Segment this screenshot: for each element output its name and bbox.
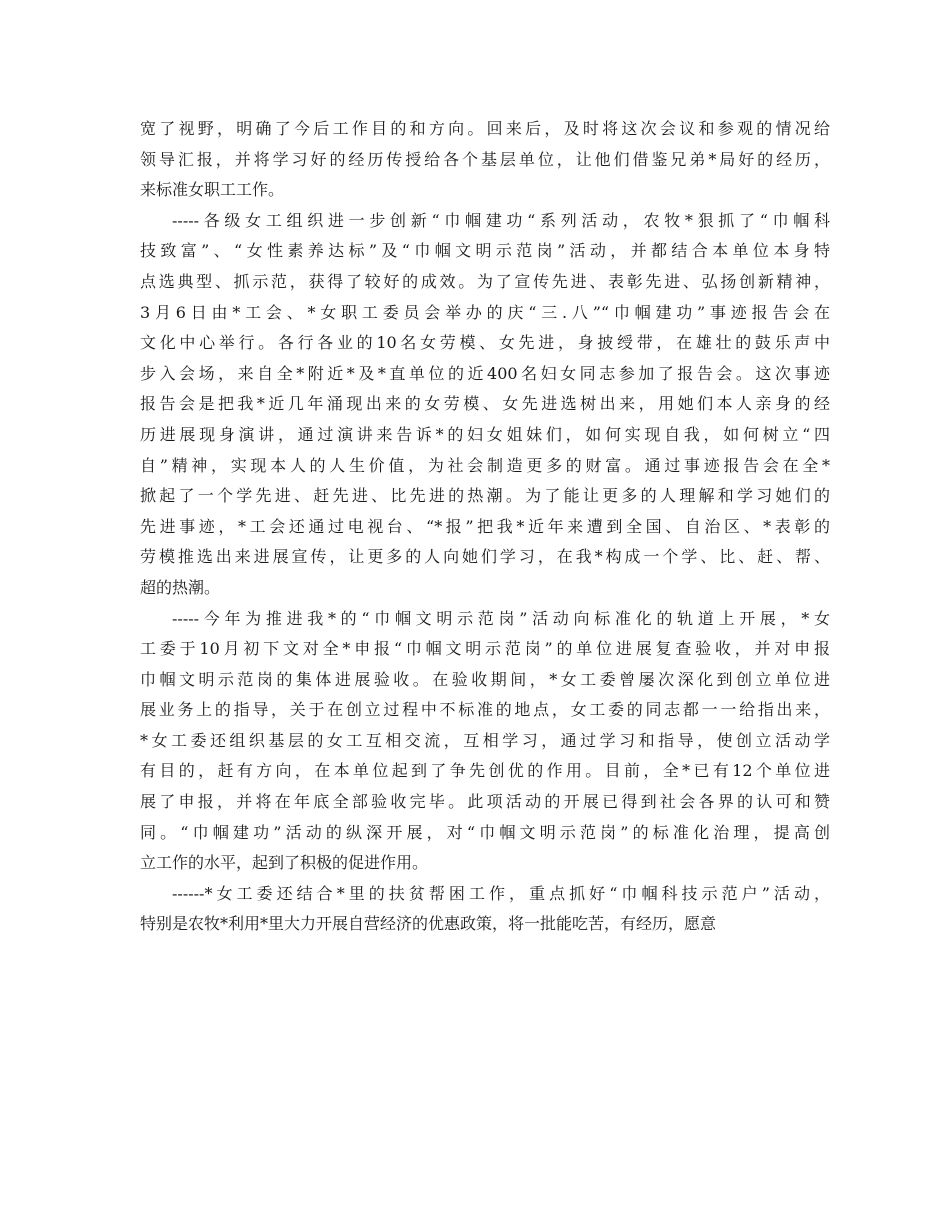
text-line: 超的热潮。	[140, 577, 221, 597]
text-line: 展业务上的指导，关于在创立过程中不标准的地点，女工委的同志都一一给指出来，	[140, 700, 830, 720]
paragraph	[140, 206, 830, 604]
text-line: *女工委还组织基层的女工互相交流，互相学习，通过学习和指导，使创立活动学	[140, 730, 830, 750]
text-line: 特别是农牧*利用*里大力开展自营经济的优惠政策，将一批能吃苦，有经历，愿意	[140, 914, 717, 934]
text-line: 报告会是把我*近几年涌现出来的女劳模、女先进选树出来，用她们本人亲身的经	[140, 394, 830, 414]
text-line: 工委于10月初下文对全*申报“巾帼文明示范岗”的单位进展复查验收，并对申报	[140, 639, 830, 659]
paragraph	[140, 114, 830, 206]
text-line: 文化中心举行。各行各业的10名女劳模、女先进，身披绶带，在雄壮的鼓乐声中	[140, 333, 830, 353]
text-line: 宽了视野，明确了今后工作目的和方向。回来后，及时将这次会议和参观的情况给	[140, 119, 830, 138]
text-line: 巾帼文明示范岗的集体进展验收。在验收期间，*女工委曾屡次深化到创立单位进	[140, 669, 830, 689]
text-line: 劳模推选出来进展宣传，让更多的人向她们学习，在我*构成一个学、比、赶、帮、	[140, 547, 830, 567]
text-line: 立工作的水平，起到了积极的促进作用。	[140, 853, 429, 873]
text-line: 掀起了一个学先进、赶先进、比先进的热潮。为了能让更多的人理解和学习她们的	[140, 486, 830, 506]
text-line: 技致富”、“女性素养达标”及“巾帼文明示范岗”活动，并都结合本单位本身特	[140, 241, 830, 261]
text-line: -----今年为推进我*的“巾帼文明示范岗”活动向标准化的轨道上开展，*女	[172, 608, 830, 628]
text-line: 步入会场，来自全*附近*及*直单位的近400名妇女同志参加了报告会。这次事迹	[140, 363, 830, 383]
text-line: 有目的，赶有方向，在本单位起到了争先创优的作用。目前，全*已有12个单位进	[140, 761, 830, 781]
text-line: 展了申报，并将在年底全部验收完毕。此项活动的开展已得到社会各界的认可和赞	[140, 792, 830, 812]
text-line: 3月6日由*工会、*女职工委员会举办的庆“三.八”“巾帼建功”事迹报告会在	[140, 302, 830, 322]
text-line: 同。“巾帼建功”活动的纵深开展，对“巾帼文明示范岗”的标准化治理，提高创	[140, 822, 830, 842]
text-line: 来标准女职工工作。	[140, 180, 285, 200]
text-line: 自”精神，实现本人的人生价值，为社会制造更多的财富。通过事迹报告会在全*	[140, 455, 830, 475]
text-line: 领导汇报，并将学习好的经历传授给各个基层单位，让他们借鉴兄弟*局好的经历，	[140, 149, 830, 169]
text-line: -----各级女工组织进一步创新“巾帼建功“系列活动，农牧*狠抓了“巾帼科	[172, 210, 830, 230]
paragraph	[140, 879, 830, 940]
text-line: ------*女工委还结合*里的扶贫帮困工作，重点抓好“巾帼科技示范户”活动，	[172, 883, 830, 903]
paragraph	[140, 604, 830, 879]
text-line: 先进事迹，*工会还通过电视台、“*报”把我*近年来遭到全国、自治区、*表彰的	[140, 516, 830, 536]
document-body	[140, 114, 830, 940]
text-line: 历进展现身演讲，通过演讲来告诉*的妇女姐妹们，如何实现自我，如何树立“四	[140, 424, 830, 444]
text-line: 点选典型、抓示范，获得了较好的成效。为了宣传先进、表彰先进、弘扬创新精神，	[140, 271, 830, 291]
